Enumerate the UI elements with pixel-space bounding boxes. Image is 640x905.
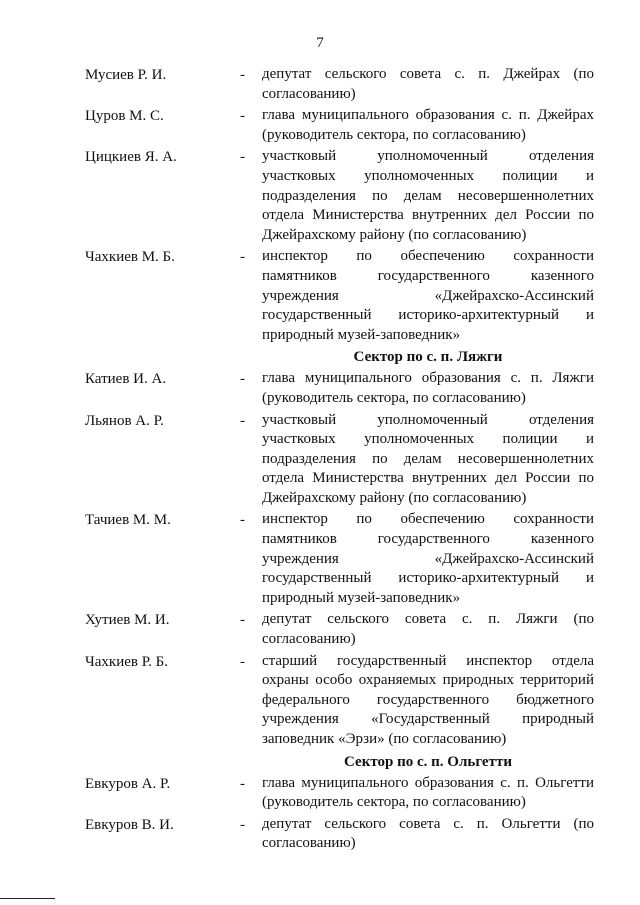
member-name: Тачиев М. М. <box>85 512 171 529</box>
dash-separator: - <box>240 108 245 125</box>
dash-separator: - <box>240 67 245 83</box>
bottom-rule <box>0 898 55 899</box>
member-role: депутат сельского совета с. п. Джейрах (по согласованию) <box>262 66 594 102</box>
dash-separator: - <box>240 371 245 388</box>
member-name: Цицкиев Я. А. <box>85 149 177 166</box>
dash-separator: - <box>240 612 245 629</box>
member-name: Льянов А. Р. <box>85 412 164 429</box>
dash-separator: - <box>240 653 245 670</box>
member-role: глава муниципального образования с. п. Джейрах (руководитель сектора, по согласованию) <box>262 107 594 143</box>
member-name: Чахкиев М. Б. <box>85 249 175 266</box>
member-name: Мусиев Р. И. <box>85 67 167 83</box>
page-number: 7 <box>316 35 324 51</box>
member-name: Евкуров А. Р. <box>85 775 171 792</box>
dash-separator: - <box>240 512 245 529</box>
member-role: старший государственный инспектор отдела охраны особо охраняемых природных территорий федерального государственного бюджетного учреждения «Государственный природный заповедник «Эрзи» (по согласованию) <box>262 652 594 747</box>
member-name: Цуров М. С. <box>85 108 164 125</box>
member-name: Катиев И. А. <box>85 371 167 388</box>
member-role: инспектор по обеспечению сохранности памятников государственного казенного учреждения «Джейрахско-Ассинский государственный историко-архитектурный и природный музей-заповедник» <box>262 248 594 343</box>
list-item <box>0 147 640 245</box>
list-item <box>0 247 640 345</box>
member-name: Чахкиев Р. Б. <box>85 653 169 670</box>
list-item <box>0 106 640 145</box>
member-list <box>0 65 640 856</box>
dash-separator: - <box>240 249 245 266</box>
list-item <box>0 610 640 649</box>
member-role: инспектор по обеспечению сохранности памятников государственного казенного учреждения «Джейрахско-Ассинский государственный историко-архитектурный и природный музей-заповедник» <box>262 511 594 606</box>
member-role: глава муниципального образования с. п. Ляжги (руководитель сектора, по согласованию) <box>262 370 594 406</box>
list-item <box>0 411 640 509</box>
dash-separator: - <box>240 816 245 833</box>
list-item <box>0 510 640 608</box>
list-item <box>0 652 640 750</box>
list-item <box>0 815 640 854</box>
member-name: Евкуров В. И. <box>85 816 174 833</box>
dash-separator: - <box>240 149 245 166</box>
dash-separator: - <box>240 412 245 429</box>
list-item <box>0 774 640 813</box>
member-role: депутат сельского совета с. п. Ляжги (по согласованию) <box>262 611 594 648</box>
member-role: участковый уполномоченный отделения участковых уполномоченных полиции и подразделения по делам несовершеннолетних отдела Министерства внутренних дел России по Джейрахскому району (по согласованию) <box>262 148 594 243</box>
member-role: депутат сельского совета с. п. Ольгетти (по согласованию) <box>262 815 594 852</box>
dash-separator: - <box>240 775 245 792</box>
member-name: Хутиев М. И. <box>85 612 170 629</box>
member-role: участковый уполномоченный отделения участковых уполномоченных полиции и подразделения по делам несовершеннолетних отдела Министерства внутренних дел России по Джейрахскому району (по согласованию) <box>262 411 594 506</box>
list-item <box>0 369 640 408</box>
member-role: глава муниципального образования с. п. Ольгетти (руководитель сектора, по согласованию) <box>262 774 594 811</box>
list-item <box>0 65 640 104</box>
section-heading: Сектор по с. п. Ляжги <box>353 349 503 366</box>
section-heading: Сектор по с. п. Ольгетти <box>344 753 512 770</box>
